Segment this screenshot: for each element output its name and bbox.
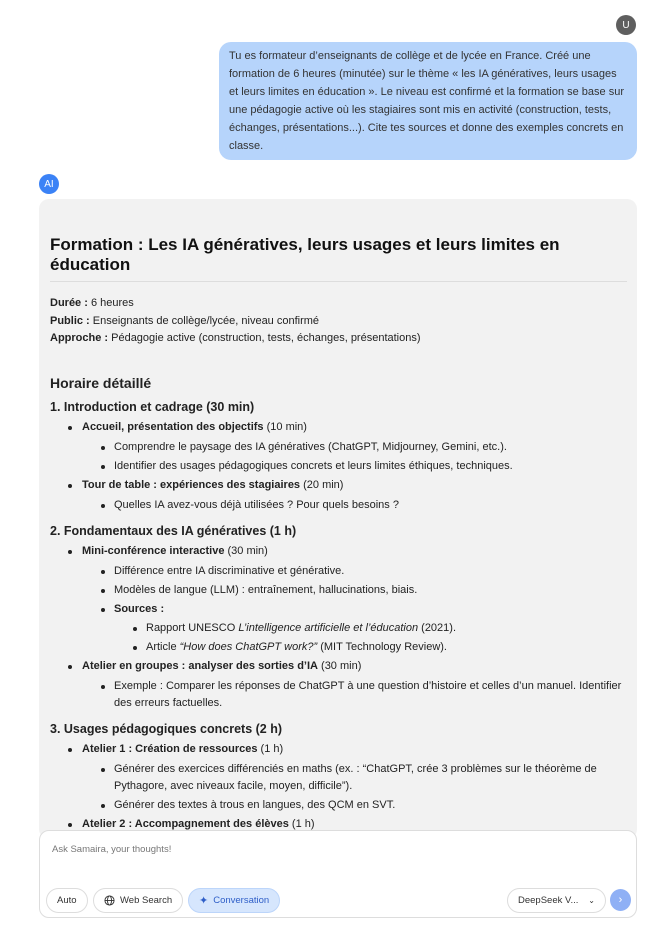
- message-input[interactable]: Ask Samaira, your thoughts!: [52, 844, 172, 855]
- list-item: [50, 741, 627, 758]
- meta-value: 6 heures: [87, 297, 134, 309]
- item-text: Mini-conférence interactive: [82, 544, 225, 557]
- list-item: [50, 678, 627, 712]
- schedule-heading: Horaire détaillé: [50, 374, 152, 391]
- item-text: (1 h): [288, 817, 315, 830]
- section-list: [50, 419, 627, 514]
- meta-value: Enseignants de collège/lycée, niveau confirmé: [89, 314, 320, 327]
- list-item: [50, 582, 627, 599]
- item-text: Générer des textes à trous en langues, des QCM en SVT.: [114, 798, 396, 811]
- list-item: [50, 543, 627, 560]
- item-text: Atelier 1 : Création de ressources: [82, 742, 258, 755]
- meta-line: [50, 330, 627, 348]
- globe-icon: [104, 895, 115, 906]
- conversation-button[interactable]: [188, 888, 280, 913]
- item-text: Générer des exercices différenciés en maths (ex. : “ChatGPT, crée 3 problèmes sur le théorème de Pythagore, avec niveaux facile, moyen, difficile”).: [114, 762, 597, 792]
- list-item: [50, 601, 627, 618]
- section-list: [50, 741, 627, 833]
- item-text: Atelier 2 : Accompagnement des élèves: [82, 817, 289, 830]
- item-text: Atelier en groupes : analyser des sorties d’IA: [82, 659, 318, 672]
- response-meta: [50, 295, 627, 348]
- meta-label: Approche :: [50, 332, 109, 344]
- list-item: [50, 458, 627, 475]
- item-text: “How does ChatGPT work?”: [179, 640, 318, 653]
- item-text: (30 min): [317, 659, 362, 672]
- item-text: L’intelligence artificielle et l’éducation: [238, 621, 419, 634]
- list-item: [50, 477, 627, 494]
- item-text: Comprendre le paysage des IA génératives (ChatGPT, Midjourney, Gemini, etc.).: [114, 440, 507, 453]
- item-text: Différence entre IA discriminative et générative.: [114, 564, 345, 577]
- item-text: (1 h): [257, 742, 284, 755]
- item-text: (10 min): [263, 420, 307, 433]
- list-item: [50, 761, 627, 795]
- send-button[interactable]: [610, 889, 631, 911]
- list-item: [50, 620, 627, 637]
- meta-label: Durée :: [50, 297, 88, 309]
- item-text: Accueil, présentation des objectifs: [82, 420, 264, 433]
- meta-label: Public :: [50, 314, 90, 327]
- list-item: [50, 658, 627, 675]
- meta-value: Pédagogie active (construction, tests, échanges, présentations): [108, 332, 421, 344]
- item-text: Identifier des usages pédagogiques concrets et leurs limites éthiques, techniques.: [114, 459, 513, 472]
- item-text: (30 min): [224, 544, 268, 557]
- sparkle-icon: ✦: [199, 895, 209, 907]
- meta-line: [50, 313, 627, 331]
- item-text: Article: [146, 640, 180, 653]
- list-item: [50, 563, 627, 580]
- list-item: [50, 439, 627, 456]
- list-item: [50, 797, 627, 814]
- item-text: Tour de table : expériences des stagiaires: [82, 478, 301, 491]
- item-text: Modèles de langue (LLM) : entraînement, hallucinations, biais.: [114, 583, 418, 596]
- item-text: Rapport UNESCO: [146, 621, 239, 634]
- user-avatar: U: [616, 15, 636, 35]
- send-icon: ›: [618, 894, 623, 906]
- ai-response: [39, 199, 637, 839]
- composer: [39, 830, 637, 918]
- auto-label: Auto: [57, 895, 77, 906]
- model-select[interactable]: [507, 888, 606, 913]
- item-text: Sources :: [114, 602, 165, 615]
- user-message: Tu es formateur d’enseignants de collège et de lycée en France. Créé une formation de 6 heures (minutée) sur le thème « les IA génératives, leurs usages et leurs limites en éducation ». Le niveau est confirmé et la formation se base sur une pédagogie active où les stagiaires sont mis en activité (construction, tests, échanges, présentations...). Cite tes sources et donne des exemples concrets en classe.: [219, 42, 637, 160]
- response-title: Formation : Les IA génératives, leurs usages et leurs limites en éducation: [50, 235, 627, 282]
- auto-button[interactable]: [46, 888, 88, 913]
- section-heading: 3. Usages pédagogiques concrets (2 h): [50, 721, 283, 736]
- chevron-down-icon: ⌄: [588, 896, 595, 905]
- list-item: [50, 497, 627, 514]
- web-search-label: Web Search: [120, 895, 173, 906]
- section-heading: 2. Fondamentaux des IA génératives (1 h): [50, 523, 297, 538]
- ai-avatar: AI: [39, 174, 59, 194]
- model-label: DeepSeek V...: [518, 895, 579, 906]
- meta-line: [50, 295, 627, 313]
- web-search-button[interactable]: [93, 888, 183, 913]
- item-text: (20 min): [300, 478, 344, 491]
- list-item: [50, 419, 627, 436]
- item-text: Exemple : Comparer les réponses de ChatGPT à une question d’histoire et celles d’un manuel. Identifier des erreurs factuelles.: [114, 679, 622, 709]
- item-text: Quelles IA avez-vous déjà utilisées ? Pour quels besoins ?: [114, 498, 399, 511]
- item-text: (2021).: [418, 621, 457, 634]
- section-list: [50, 543, 627, 712]
- section-heading: 1. Introduction et cadrage (30 min): [50, 399, 255, 414]
- item-text: (MIT Technology Review).: [317, 640, 447, 653]
- schedule-sections: [50, 400, 627, 833]
- list-item: [50, 639, 627, 656]
- conversation-label: Conversation: [213, 895, 270, 906]
